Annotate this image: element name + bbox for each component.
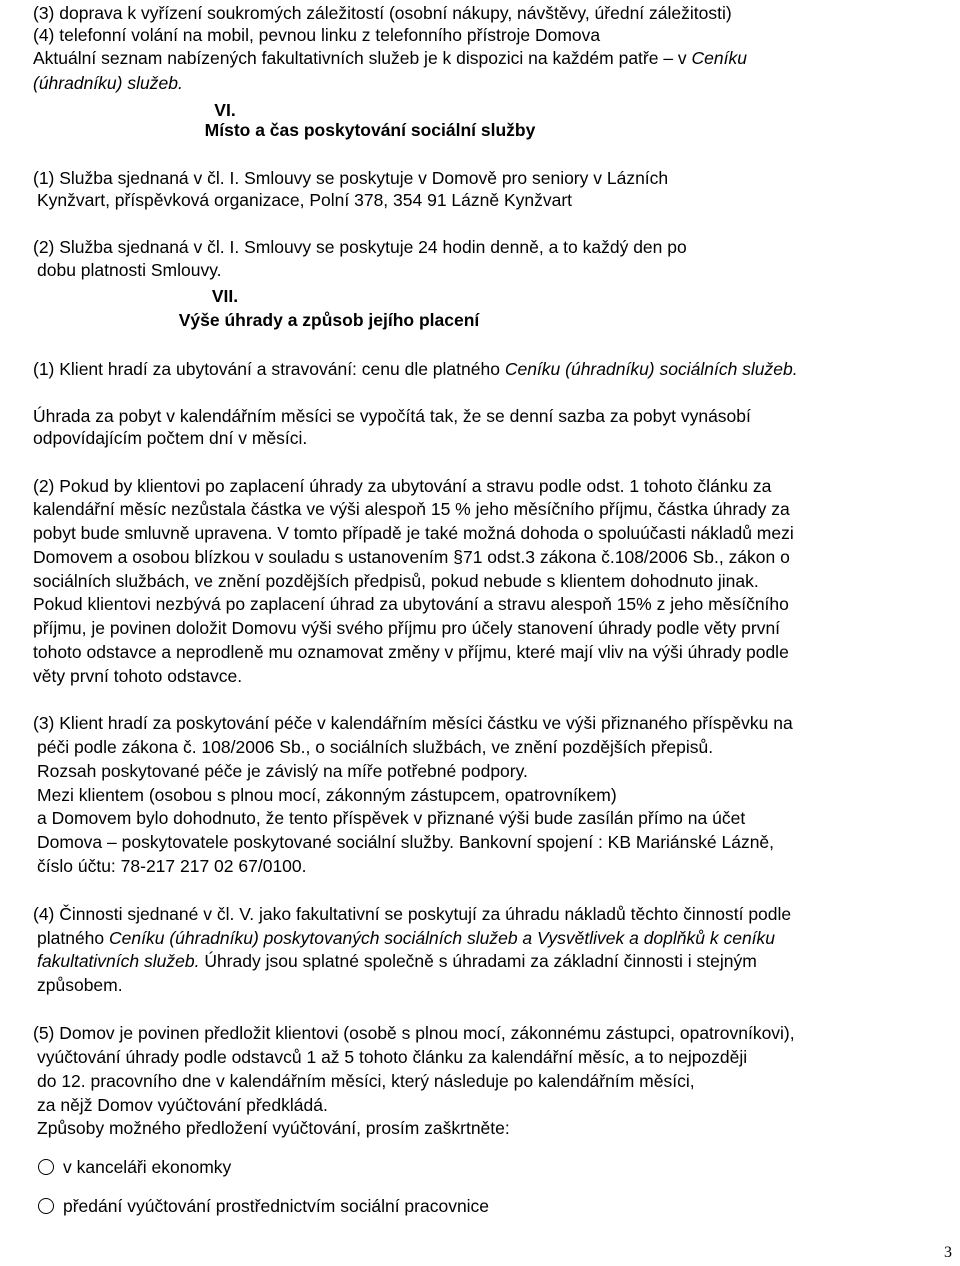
item-3: (3) doprava k vyřízení soukromých záležitostí (osobní nákupy, návštěvy, úřední záležitosti) (33, 3, 732, 23)
s7-p2-line5: sociálních službách, ve znění pozdějších předpisů, pokud nebude s klientem dohodnuto jinak. (33, 571, 759, 591)
s7-p4-text2: Úhrady jsou splatné společně s úhradami za základní činnosti i stejným (199, 951, 757, 971)
s7-p3-line3: Rozsah poskytované péče je závislý na míře potřebné podpory. (37, 761, 528, 781)
section-6-title: Místo a čas poskytování sociální služby (204, 120, 536, 140)
s7-p4-ref2: fakultativních služeb. (37, 951, 200, 971)
s7-p3-line5: a Domovem bylo dohodnuto, že tento příspěvek v přiznané výši bude zasílán přímo na účet (37, 808, 746, 828)
s7-p1-ref: Ceníku (úhradníku) sociálních služeb. (504, 359, 798, 379)
section-7-title: Výše úhrady a způsob jejího placení (178, 310, 480, 330)
option-radio-2[interactable] (38, 1198, 54, 1214)
s7-p4-line2 (37, 927, 775, 949)
s7-p3-line1: (3) Klient hradí za poskytování péče v kalendářním měsíci částku ve výši přiznaného příspěvku na (33, 713, 793, 733)
s7-p2-line1: (2) Pokud by klientovi po zaplacení úhrady za ubytování a stravu podle odst. 1 tohoto článku za (33, 476, 772, 496)
s7-p1-line1 (33, 358, 798, 380)
s7-p2-line9: věty první tohoto odstavce. (33, 666, 243, 686)
s7-p5-line5: Způsoby možného předložení vyúčtování, prosím zaškrtněte: (37, 1118, 510, 1138)
offer-text: Aktuální seznam nabízených fakultativních služeb je k dispozici na každém patře – v (33, 48, 692, 68)
s7-p3-line2: péči podle zákona č. 108/2006 Sb., o sociálních službách, ve znění pozdějších přepisů. (37, 737, 714, 757)
option-radio-1[interactable] (38, 1159, 54, 1175)
s6-p2-line1: (2) Služba sjednaná v čl. I. Smlouvy se poskytuje 24 hodin denně, a to každý den po (33, 237, 687, 257)
s7-p1b-line1: Úhrada za pobyt v kalendářním měsíci se vypočítá tak, že se denní sazba za pobyt vynásobí (33, 406, 751, 426)
s7-p2-line6: Pokud klientovi nezbývá po zaplacení úhrad za ubytování a stravu alespoň 15% z jeho měsíčního (33, 594, 789, 614)
section-7-number: VII. (211, 286, 239, 306)
option-label-1: v kanceláři ekonomky (63, 1157, 232, 1177)
offer-link-text: Ceníku (691, 48, 747, 68)
option-label-2: předání vyúčtování prostřednictvím sociální pracovnice (63, 1196, 490, 1216)
s7-p2-line8: tohoto odstavce a neprodleně mu oznamovat změny v příjmu, které mají vliv na výši úhrady podle (33, 642, 789, 662)
page-number: 3 (944, 1244, 952, 1261)
s7-p2-line2: kalendářní měsíc nezůstala částka ve výši alespoň 15 % jeho měsíčního příjmu, částka úhrady za (33, 499, 790, 519)
s7-p2-line3: pobyt bude smluvně upravena. V tomto případě je také možná dohoda o spoluúčasti nákladů mezi (33, 523, 794, 543)
s7-p4-line1: (4) Činnosti sjednané v čl. V. jako fakultativní se poskytují za úhradu nákladů těchto činností podle (33, 904, 792, 924)
s6-p1-line1: (1) Služba sjednaná v čl. I. Smlouvy se poskytuje v Domově pro seniory v Lázních (33, 168, 669, 188)
s7-p5-line1: (5) Domov je povinen předložit klientovi (osobě s plnou mocí, zákonnému zástupci, opatrovníkovi), (33, 1023, 795, 1043)
s7-p5-line2: vyúčtování úhrady podle odstavců 1 až 5 tohoto článku za kalendářní měsíc, a to nejpozději (37, 1047, 748, 1067)
s7-p5-line4: za nějž Domov vyúčtování předkládá. (37, 1095, 328, 1115)
s7-p4-line4: způsobem. (37, 975, 123, 995)
s7-p3-line6: Domova – poskytovatele poskytované sociální služby. Bankovní spojení : KB Mariánské Lázně, (37, 832, 775, 852)
s6-p2-line2: dobu platnosti Smlouvy. (37, 260, 222, 280)
s6-p1-line2: Kynžvart, příspěvková organizace, Polní 378, 354 91 Lázně Kynžvart (37, 190, 573, 210)
offer-line (33, 47, 747, 69)
s7-p3-line4: Mezi klientem (osobou s plnou mocí, zákonným zástupcem, opatrovníkem) (37, 785, 617, 805)
s7-p4-text: platného (37, 928, 110, 948)
s7-p2-line7: příjmu, je povinen doložit Domovu výši svého příjmu pro účely stanovení úhrady podle věty první (33, 618, 781, 638)
s7-p4-ref: Ceníku (úhradníku) poskytovaných sociálních služeb a Vysvětlivek a doplňků k ceníku (109, 928, 776, 948)
s7-p1-text: (1) Klient hradí za ubytování a stravování: cenu dle platného (33, 359, 505, 379)
offer-line-2: (úhradníku) služeb. (33, 73, 183, 93)
s7-p1b-line2: odpovídajícím počtem dní v měsíci. (33, 428, 308, 448)
s7-p5-line3: do 12. pracovního dne v kalendářním měsíci, který následuje po kalendářním měsíci, (37, 1071, 695, 1091)
s7-p2-line4: Domovem a osobou blízkou v souladu s ustanovením §71 odst.3 zákona č.108/2006 Sb., zákon o (33, 547, 790, 567)
section-6-number: VI. (214, 100, 236, 120)
item-4: (4) telefonní volání na mobil, pevnou linku z telefonního přístroje Domova (33, 25, 601, 45)
s7-p3-line7: číslo účtu: 78-217 217 02 67/0100. (37, 856, 307, 876)
s7-p4-line3 (37, 950, 757, 972)
